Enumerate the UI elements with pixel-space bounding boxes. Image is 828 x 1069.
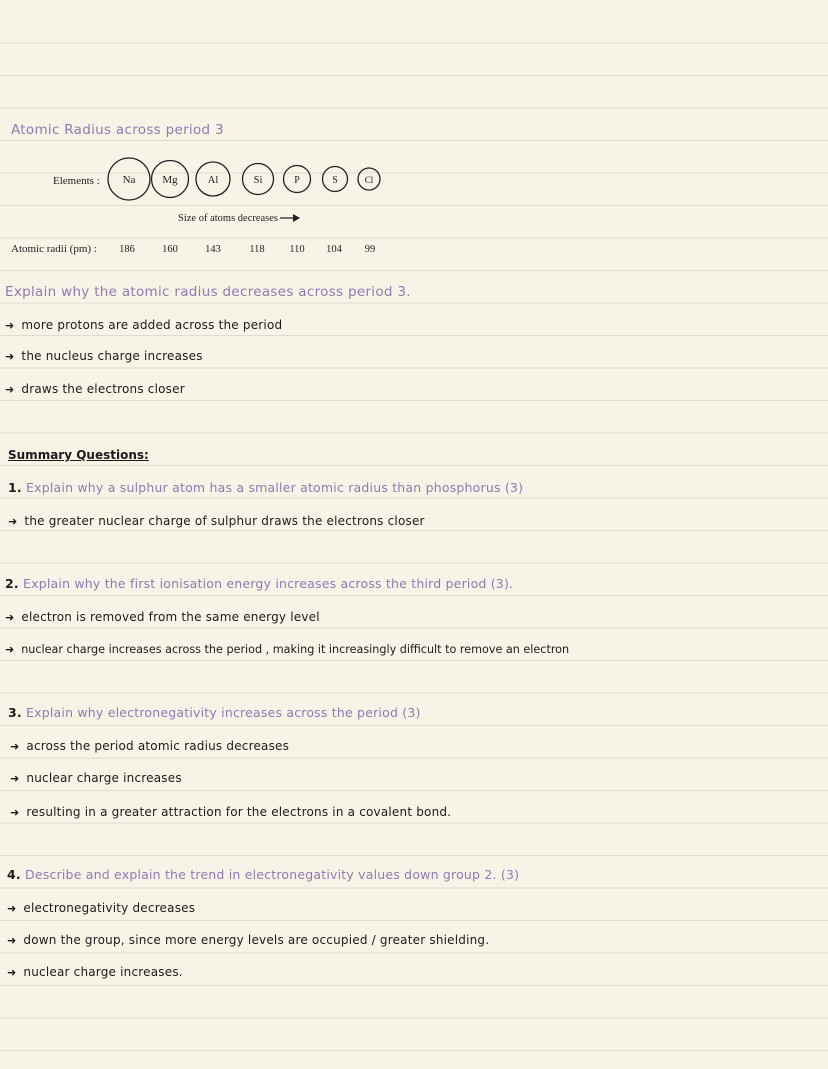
atom-mg [152, 161, 189, 198]
question-text: Describe and explain the trend in electronegativity values down group 2. (3) [25, 867, 520, 882]
atom-al [196, 162, 230, 196]
answer [10, 772, 182, 784]
radius-value: 110 [289, 244, 305, 255]
explain-point-text: more protons are added across the period [21, 318, 283, 332]
answer [7, 902, 195, 914]
question-number: 2. [5, 576, 19, 591]
atom-s [323, 167, 348, 192]
radius-value: 118 [249, 244, 265, 255]
answer [7, 934, 489, 946]
right-arrow-icon [280, 214, 300, 222]
atom-na [108, 158, 150, 200]
atomic-radius-diagram [0, 138, 400, 268]
answer-text: electron is removed from the same energy level [21, 610, 320, 624]
arrow-icon: ➜ [7, 902, 17, 915]
radius-value: 99 [364, 244, 376, 255]
question-4 [7, 869, 519, 882]
question-number: 4. [7, 867, 21, 882]
atom-label: Al [207, 175, 219, 186]
radius-value: 160 [162, 244, 178, 255]
question-text: Explain why a sulphur atom has a smaller atomic radius than phosphorus (3) [26, 480, 524, 495]
answer-text: the greater nuclear charge of sulphur draws the electrons closer [24, 514, 425, 528]
question-number: 3. [8, 705, 22, 720]
arrow-icon: ➜ [10, 806, 20, 819]
radius-value: 186 [119, 244, 135, 255]
summary-heading: Summary Questions: [8, 448, 149, 462]
question-1 [8, 482, 523, 495]
arrow-icon: ➜ [10, 772, 20, 785]
explain-point-text: draws the electrons closer [21, 382, 185, 396]
explain-point-text: the nucleus charge increases [21, 349, 203, 363]
answer [10, 740, 289, 752]
explain-point [5, 319, 282, 331]
arrow-icon: ➜ [5, 350, 15, 363]
arrow-icon: ➜ [5, 319, 15, 332]
arrow-icon: ➜ [5, 643, 15, 656]
question-3 [8, 707, 421, 720]
answer-text: nuclear charge increases across the period , making it increasingly difficult to remove an electron [21, 643, 570, 656]
radius-value: 104 [326, 244, 342, 255]
explain-question: Explain why the atomic radius decreases across period 3. [5, 284, 411, 300]
atom-label: Na [122, 174, 136, 186]
answer-text: down the group, since more energy levels are occupied / greater shielding. [23, 933, 490, 947]
arrow-icon: ➜ [5, 383, 15, 396]
page-title: Atomic Radius across period 3 [11, 122, 224, 138]
radii-label: Atomic radii (pm) : [11, 243, 97, 255]
atom-label: Si [253, 175, 263, 186]
size-caption: Size of atoms decreases [178, 213, 279, 224]
answer [5, 644, 569, 655]
arrow-icon: ➜ [7, 966, 17, 979]
answer-text: across the period atomic radius decreases [26, 739, 290, 753]
atom-cl [358, 168, 380, 190]
explain-point [5, 383, 185, 395]
arrow-icon: ➜ [8, 515, 18, 528]
arrow-icon: ➜ [5, 611, 15, 624]
atom-label: S [332, 175, 338, 186]
answer-text: nuclear charge increases [26, 771, 182, 785]
answer-text: resulting in a greater attraction for the electrons in a covalent bond. [26, 805, 452, 819]
arrow-icon: ➜ [10, 740, 20, 753]
atom-label: Mg [162, 174, 178, 186]
answer [5, 611, 320, 623]
answer-text: nuclear charge increases. [23, 965, 183, 979]
atom-label: Cl [364, 175, 374, 185]
explain-point [5, 350, 203, 362]
arrow-icon: ➜ [7, 934, 17, 947]
question-2 [5, 578, 513, 591]
atom-si [243, 164, 274, 195]
question-number: 1. [8, 480, 22, 495]
answer [10, 806, 451, 818]
atom-p [284, 166, 311, 193]
question-text: Explain why the first ionisation energy increases across the third period (3). [23, 576, 514, 591]
answer [8, 515, 425, 527]
atom-label: P [294, 175, 300, 186]
question-text: Explain why electronegativity increases across the period (3) [26, 705, 421, 720]
answer [7, 966, 183, 978]
radius-value: 143 [205, 244, 221, 255]
answer-text: electronegativity decreases [23, 901, 196, 915]
elements-label: Elements : [53, 175, 100, 187]
